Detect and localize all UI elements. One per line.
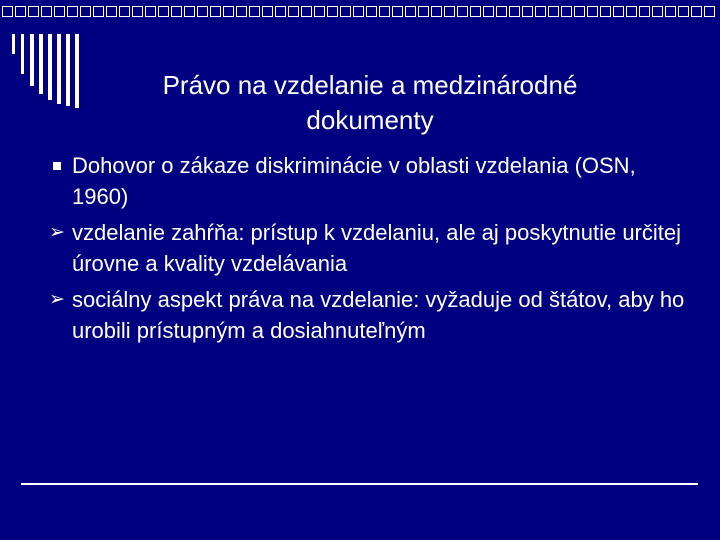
decorative-bar [12, 34, 15, 54]
decorative-square [678, 6, 689, 17]
decorative-square [509, 6, 520, 17]
decorative-square [431, 6, 442, 17]
decorative-square [210, 6, 221, 17]
arrow-bullet-icon: ➢ [49, 289, 65, 310]
decorative-square [145, 6, 156, 17]
decorative-square [41, 6, 52, 17]
decorative-square [444, 6, 455, 17]
arrow-bullet-icon: ➢ [49, 222, 65, 243]
decorative-square [171, 6, 182, 17]
decorative-square [236, 6, 247, 17]
decorative-square [301, 6, 312, 17]
decorative-square [496, 6, 507, 17]
decorative-square [223, 6, 234, 17]
decorative-square [119, 6, 130, 17]
list-item-text: sociálny aspekt práva na vzdelanie: vyžaduje od štátov, aby ho urobili prístupným a dosiahnuteľným [72, 287, 685, 343]
decorative-square [639, 6, 650, 17]
square-bullet-icon [53, 162, 61, 170]
list-item [48, 284, 688, 346]
decorative-square [405, 6, 416, 17]
decorative-square [28, 6, 39, 17]
decorative-square [327, 6, 338, 17]
decorative-square [457, 6, 468, 17]
decorative-square [262, 6, 273, 17]
decorative-bar [48, 34, 52, 100]
decorative-square [691, 6, 702, 17]
decorative-square [548, 6, 559, 17]
decorative-square [470, 6, 481, 17]
decorative-square [561, 6, 572, 17]
decorative-square [483, 6, 494, 17]
decorative-bar [30, 34, 34, 86]
decorative-square [522, 6, 533, 17]
decorative-square [587, 6, 598, 17]
decorative-square [600, 6, 611, 17]
decorative-square [353, 6, 364, 17]
slide-title [70, 68, 670, 138]
decorative-square [652, 6, 663, 17]
decorative-squares [0, 0, 720, 30]
decorative-square [67, 6, 78, 17]
decorative-square [2, 6, 13, 17]
decorative-square [132, 6, 143, 17]
decorative-square [665, 6, 676, 17]
decorative-square [574, 6, 585, 17]
decorative-bar [39, 34, 43, 94]
decorative-square [392, 6, 403, 17]
list-item-text: vzdelanie zahŕňa: prístup k vzdelaniu, ale aj poskytnutie určitej úrovne a kvality vzdelávania [72, 220, 682, 276]
title-line-2: dokumenty [306, 105, 434, 135]
decorative-square [626, 6, 637, 17]
list-item [48, 150, 688, 212]
decorative-square [314, 6, 325, 17]
decorative-square [15, 6, 26, 17]
decorative-square [418, 6, 429, 17]
decorative-square [249, 6, 260, 17]
decorative-square [613, 6, 624, 17]
list-item-text: Dohovor o zákaze diskriminácie v oblasti vzdelania (OSN, 1960) [72, 153, 636, 209]
decorative-square [158, 6, 169, 17]
decorative-square [288, 6, 299, 17]
decorative-square [93, 6, 104, 17]
decorative-bar [21, 34, 24, 74]
decorative-bar [57, 34, 61, 104]
list-item [48, 217, 688, 279]
decorative-square [340, 6, 351, 17]
decorative-square [379, 6, 390, 17]
bullet-list [48, 150, 688, 351]
decorative-square [184, 6, 195, 17]
decorative-square [535, 6, 546, 17]
decorative-square [704, 6, 715, 17]
footer-divider [21, 483, 698, 485]
decorative-square [80, 6, 91, 17]
decorative-square [54, 6, 65, 17]
decorative-square [275, 6, 286, 17]
title-line-1: Právo na vzdelanie a medzinárodné [162, 70, 578, 100]
decorative-square [197, 6, 208, 17]
decorative-square [106, 6, 117, 17]
decorative-square [366, 6, 377, 17]
